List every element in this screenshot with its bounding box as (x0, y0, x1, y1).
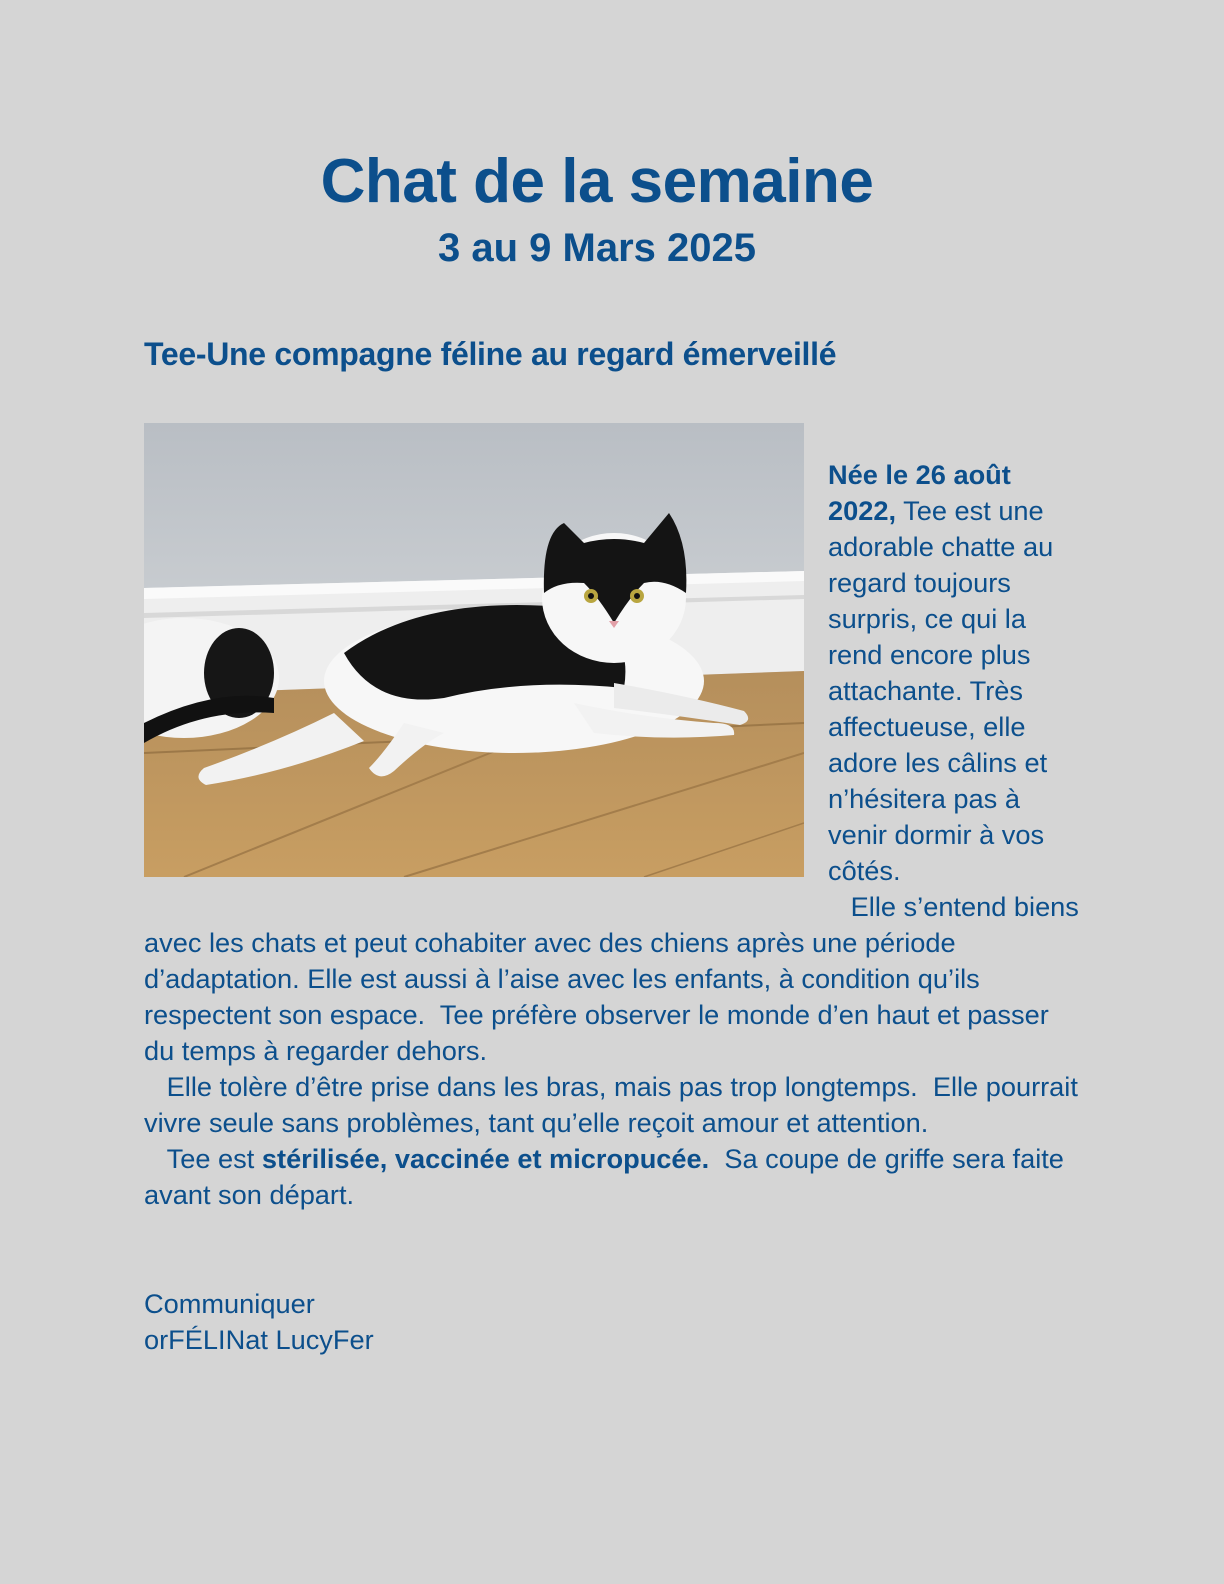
description-text-4-end: Sa coupe de griffe sera faite avant son départ. (144, 1143, 1072, 1210)
cat-photo (144, 423, 804, 877)
page-title: Chat de la semaine (320, 147, 874, 216)
description-paragraph-4 (144, 1141, 1084, 1213)
description-paragraph-3: Elle tolère d’être prise dans les bras, mais pas trop longtemps. Elle pourrait vivre seule sans problèmes, tant qu’elle reçoit amour et attention. (144, 1071, 1086, 1138)
health-status-text: stérilisée, vaccinée et micropucée. (261, 1143, 710, 1174)
contact-label: Communiquer (144, 1288, 315, 1319)
description-text-1: Tee est une adorable chatte au regard toujours surpris, ce qui la rend encore plus attachante. Très affectueuse, elle adore les câlins et n’hésitera pas à venir dormir à vos côtés. (828, 495, 1054, 886)
description-text-4-start: Tee est (144, 1143, 262, 1174)
description-paragraph-2: Elle s’entend biens avec les chats et peut cohabiter avec des chiens après une période d’adaptation. Elle est aussi à l’aise avec les enfants, à condition qu’ils respectent son espace. Tee préfère observer le monde d’en haut et passer du temps à regarder dehors. (144, 891, 1087, 1066)
week-date-range: 3 au 9 Mars 2025 (438, 226, 756, 270)
contact-footer (144, 1286, 374, 1358)
birth-date-text: Née le 26 août 2022, (828, 459, 1011, 526)
organization-name: orFÉLINat LucyFer (144, 1324, 374, 1355)
cat-subtitle: Tee-Une compagne féline au regard émerveillé (144, 336, 837, 372)
cat-description (144, 457, 1087, 1213)
